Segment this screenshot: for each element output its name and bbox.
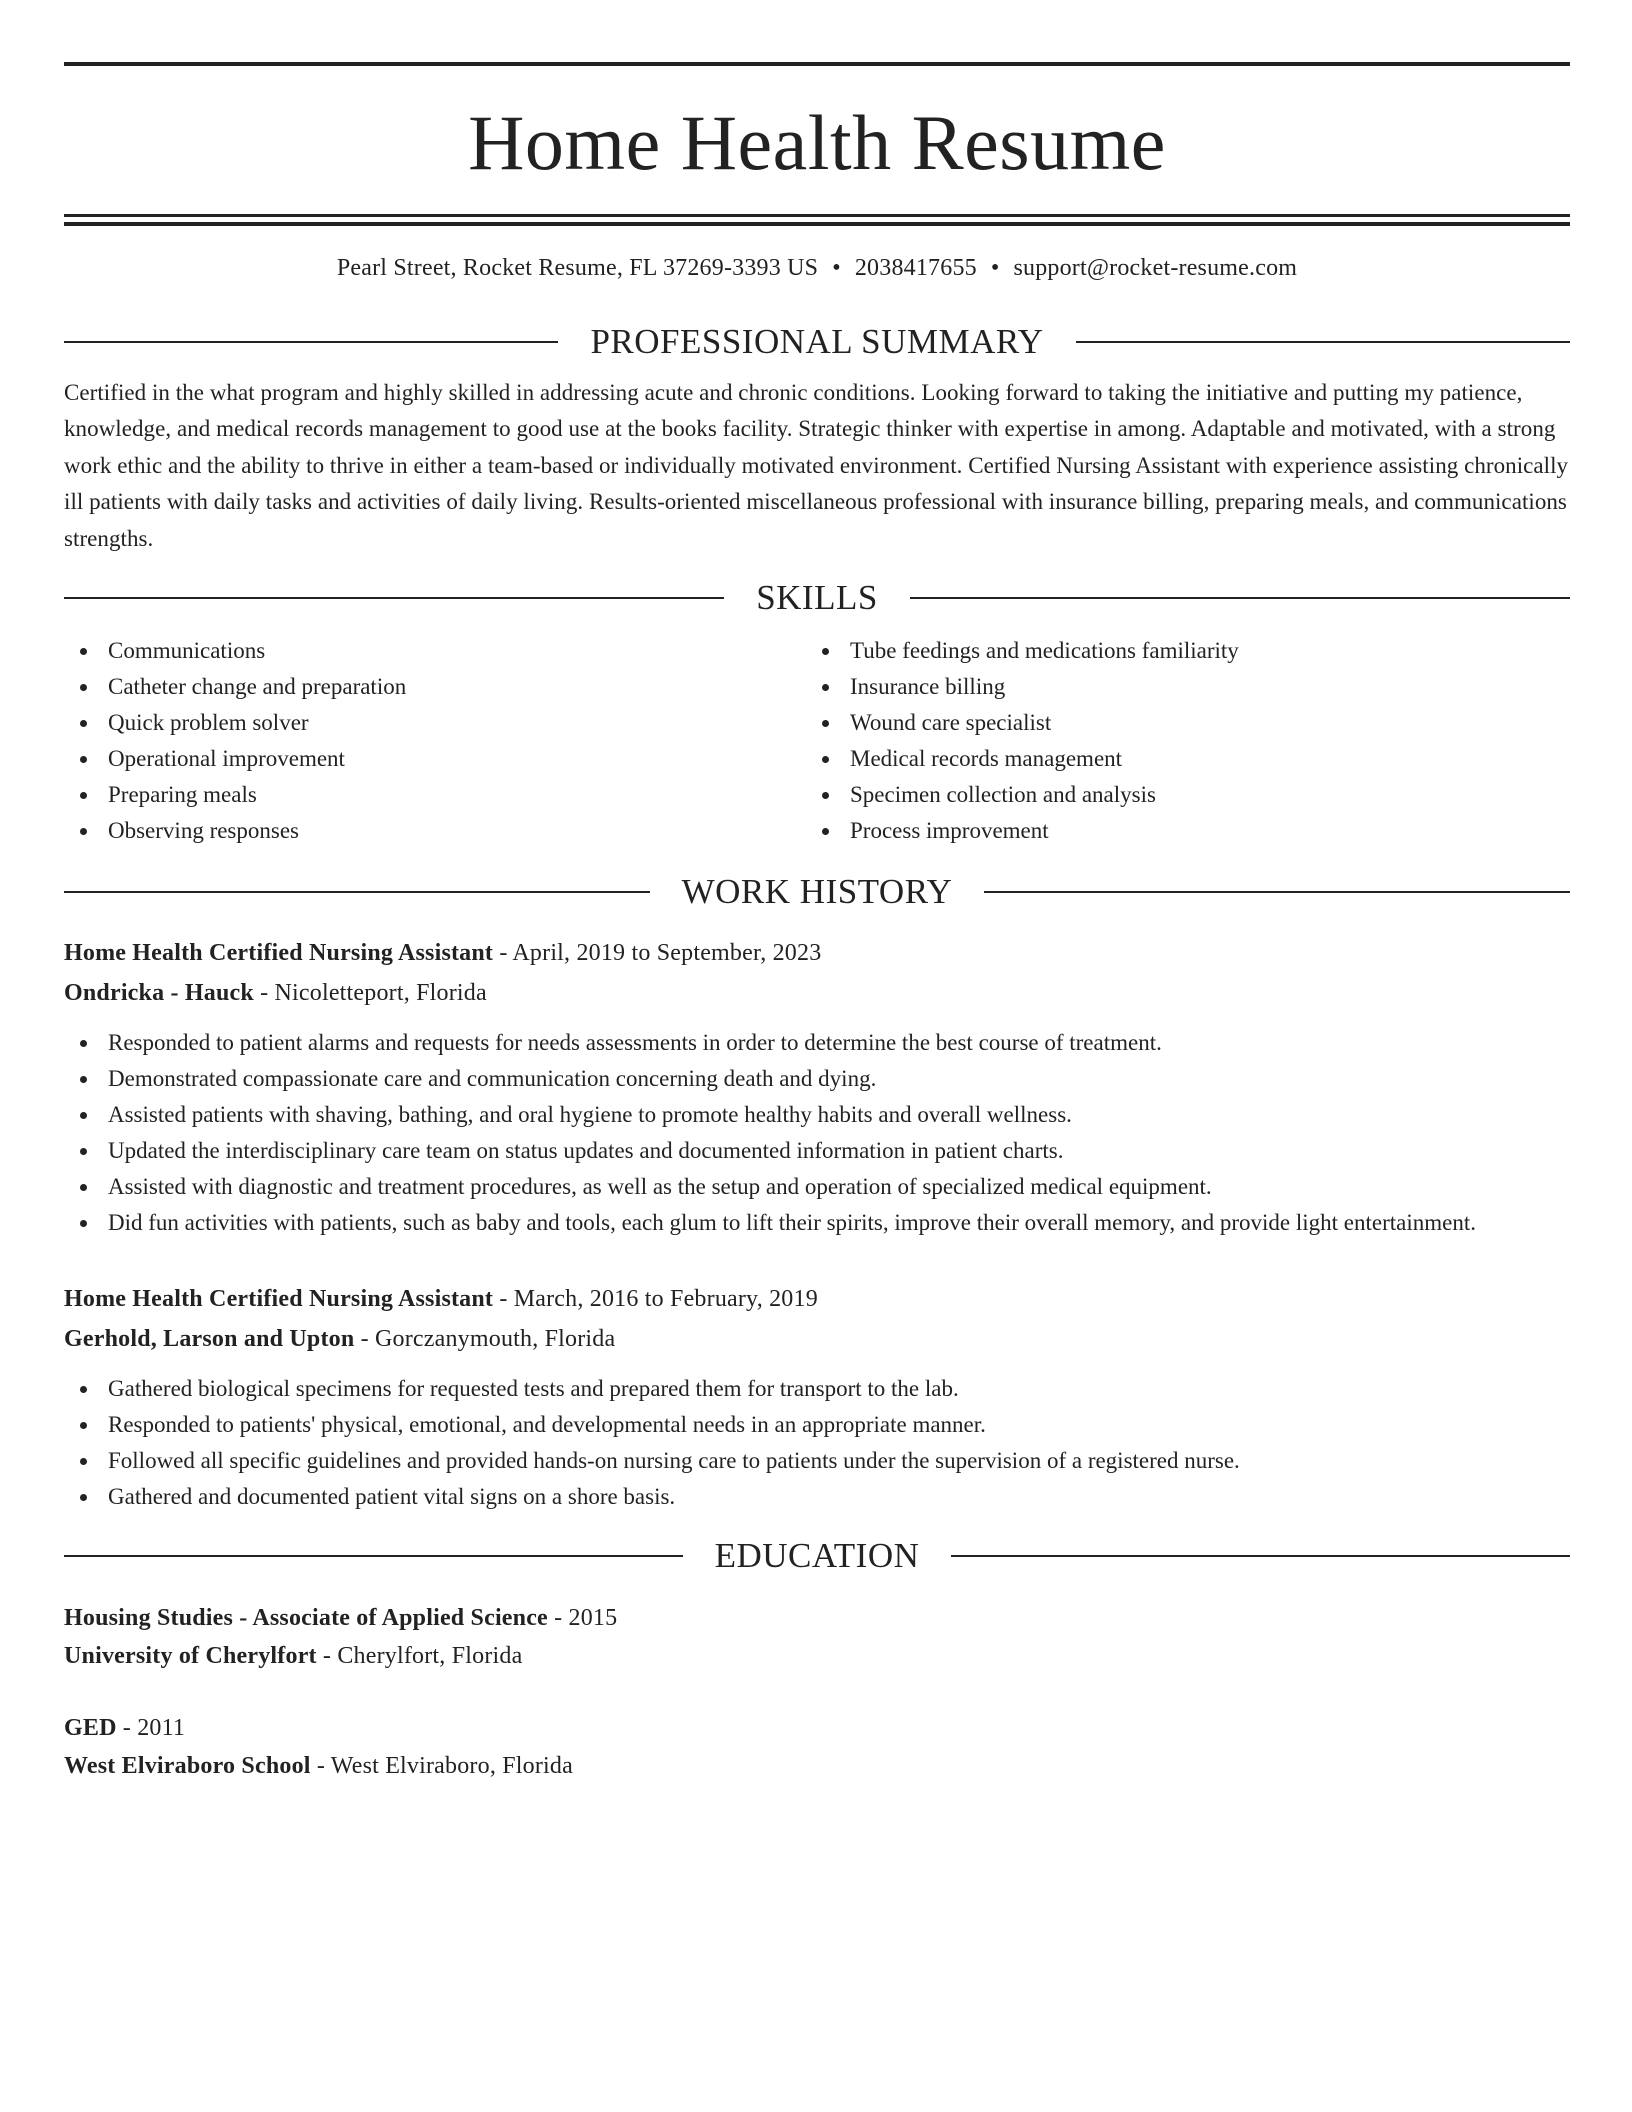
skill-item: Tube feedings and medications familiarity bbox=[806, 633, 1548, 669]
job-bullet: Gathered biological specimens for requested tests and prepared them for transport to the lab. bbox=[64, 1371, 1570, 1407]
employer: Gerhold, Larson and Upton bbox=[64, 1326, 355, 1353]
skill-item: Observing responses bbox=[64, 813, 806, 849]
job-bullet: Followed all specific guidelines and provided hands-on nursing care to patients under the supervision of a registered nurse. bbox=[64, 1443, 1570, 1479]
education-entry bbox=[64, 1709, 1570, 1785]
section-title-summary: PROFESSIONAL SUMMARY bbox=[590, 321, 1044, 361]
divider bbox=[64, 597, 724, 599]
job-entry bbox=[64, 1279, 1570, 1515]
education-heading bbox=[64, 1535, 1570, 1577]
job-dates: - March, 2016 to February, 2019 bbox=[493, 1286, 818, 1313]
work-heading bbox=[64, 871, 1570, 913]
degree-line bbox=[64, 1709, 1570, 1747]
school: University of Cherylfort bbox=[64, 1643, 317, 1670]
section-title-education: EDUCATION bbox=[714, 1536, 920, 1576]
skill-item: Catheter change and preparation bbox=[64, 669, 806, 705]
job-bullet: Responded to patient alarms and requests for needs assessments in order to determine the best course of treatment. bbox=[64, 1025, 1570, 1061]
degree-year: - 2015 bbox=[547, 1605, 618, 1632]
resume-page bbox=[64, 62, 1570, 1785]
job-bullet: Gathered and documented patient vital signs on a shore basis. bbox=[64, 1479, 1570, 1515]
divider bbox=[64, 1555, 683, 1557]
job-bullets bbox=[64, 1025, 1570, 1241]
job-title: Home Health Certified Nursing Assistant bbox=[64, 1286, 494, 1313]
skill-item: Quick problem solver bbox=[64, 705, 806, 741]
school-line bbox=[64, 1747, 1570, 1785]
degree-year: - 2011 bbox=[116, 1715, 186, 1742]
degree: GED bbox=[64, 1715, 117, 1742]
skill-item: Process improvement bbox=[806, 813, 1548, 849]
job-entry bbox=[64, 933, 1570, 1241]
skills-column-left bbox=[64, 633, 806, 849]
job-title: Home Health Certified Nursing Assistant bbox=[64, 940, 494, 967]
job-bullet: Updated the interdisciplinary care team on status updates and documented information in patient charts. bbox=[64, 1133, 1570, 1169]
skill-item: Wound care specialist bbox=[806, 705, 1548, 741]
job-bullets bbox=[64, 1371, 1570, 1515]
skill-item: Communications bbox=[64, 633, 806, 669]
divider bbox=[64, 891, 650, 893]
education-entry bbox=[64, 1599, 1570, 1675]
job-bullet: Assisted with diagnostic and treatment procedures, as well as the setup and operation of specialized medical equipment. bbox=[64, 1169, 1570, 1205]
job-bullet: Responded to patients' physical, emotional, and developmental needs in an appropriate manner. bbox=[64, 1407, 1570, 1443]
school-line bbox=[64, 1637, 1570, 1675]
school-location: - Cherylfort, Florida bbox=[316, 1643, 523, 1670]
skill-item: Insurance billing bbox=[806, 669, 1548, 705]
divider bbox=[951, 1555, 1570, 1557]
section-title-skills: SKILLS bbox=[756, 578, 878, 618]
divider bbox=[910, 597, 1570, 599]
job-bullet: Demonstrated compassionate care and communication concerning death and dying. bbox=[64, 1061, 1570, 1097]
job-bullet: Assisted patients with shaving, bathing, and oral hygiene to promote healthy habits and overall wellness. bbox=[64, 1097, 1570, 1133]
address: Pearl Street, Rocket Resume, FL 37269-3393 US bbox=[336, 255, 819, 281]
degree-line bbox=[64, 1599, 1570, 1637]
email: support@rocket-resume.com bbox=[1013, 255, 1298, 281]
double-rule bbox=[64, 214, 1570, 226]
skills-heading bbox=[64, 577, 1570, 619]
employer-line bbox=[64, 1319, 1570, 1359]
employer: Ondricka - Hauck bbox=[64, 980, 254, 1007]
resume-title: Home Health Resume bbox=[468, 99, 1166, 186]
job-location: - Gorczanymouth, Florida bbox=[354, 1326, 616, 1353]
separator: • bbox=[832, 255, 841, 281]
skill-item: Specimen collection and analysis bbox=[806, 777, 1548, 813]
skill-item: Preparing meals bbox=[64, 777, 806, 813]
separator: • bbox=[990, 255, 1000, 281]
job-location: - Nicoletteport, Florida bbox=[253, 980, 487, 1007]
summary-text: Certified in the what program and highly skilled in addressing acute and chronic conditions. Looking forward to taking the initiative and putting my patience, knowledge, and medical records management to good use at the books facility. Strategic thinker with expertise in among. Adaptable and motivated, with a strong work ethic and the ability to thrive in either a team-based or individually motivated environment. Certified Nursing Assistant with experience assisting chronically ill patients with daily tasks and activities of daily living. Results-oriented miscellaneous professional with insurance billing, preparing meals, and communications strengths. bbox=[64, 379, 1569, 551]
skill-item: Operational improvement bbox=[64, 741, 806, 777]
job-title-line bbox=[64, 1279, 1570, 1319]
school-location: - West Elviraboro, Florida bbox=[310, 1753, 573, 1780]
employer-line bbox=[64, 973, 1570, 1013]
top-rule bbox=[64, 62, 1570, 66]
job-title-line bbox=[64, 933, 1570, 973]
divider bbox=[984, 891, 1570, 893]
skills-list bbox=[64, 633, 1570, 849]
contact-line bbox=[64, 254, 1570, 283]
divider bbox=[64, 341, 558, 343]
degree: Housing Studies - Associate of Applied Science bbox=[64, 1605, 548, 1632]
section-title-work: WORK HISTORY bbox=[681, 872, 953, 912]
skill-item: Medical records management bbox=[806, 741, 1548, 777]
job-dates: - April, 2019 to September, 2023 bbox=[493, 940, 822, 967]
summary-heading bbox=[64, 321, 1570, 363]
skills-column-right bbox=[806, 633, 1548, 849]
school: West Elviraboro School bbox=[64, 1753, 311, 1780]
divider bbox=[1076, 341, 1570, 343]
job-bullet: Did fun activities with patients, such as baby and tools, each glum to lift their spirits, improve their overall memory, and provide light entertainment. bbox=[64, 1205, 1570, 1241]
phone: 2038417655 bbox=[854, 255, 977, 281]
